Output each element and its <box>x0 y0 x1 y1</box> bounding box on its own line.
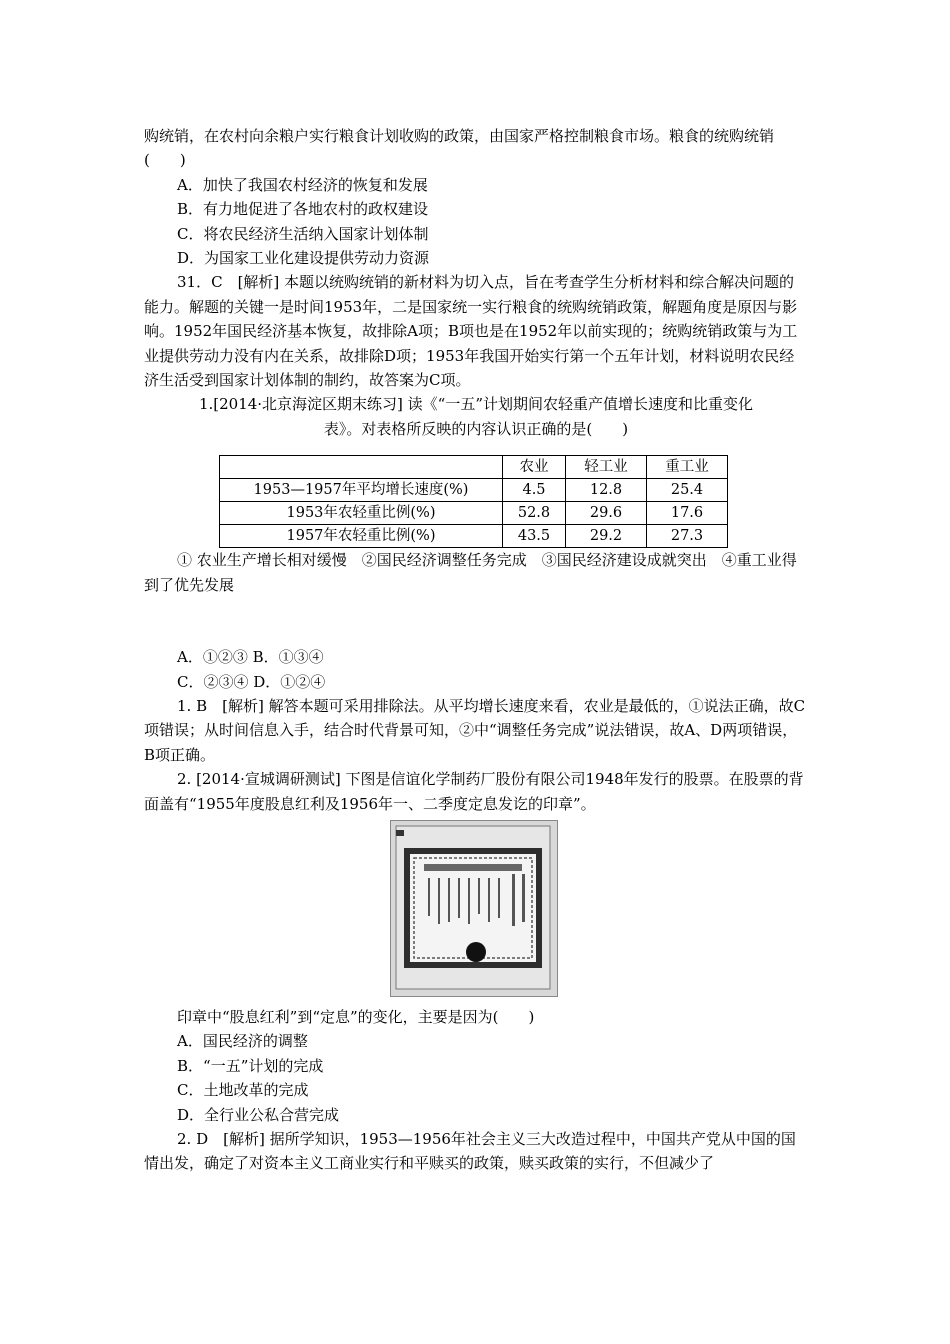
answer-31-explanation: 31．C [解析] 本题以统购统销的新材料为切入点，旨在考查学生分析材料和综合解决问题的能力。解题的关键一是时间1953年，二是国家统一实行粮食的统购统销政策，解题角度是原因与影响。1952年国民经济基本恢复，故排除A项；B项也是在1952年以前实现的；统购统销政策与为工业提供劳动力没有内在关系，故排除D项；1953年我国开始实行第一个五年计划，材料说明农民经济生活受到国家计划体制的制约，故答案为C项。 <box>144 273 798 390</box>
table-header-row <box>220 456 728 479</box>
table-row <box>220 502 728 525</box>
table-cell: 1953年农轻重比例(%) <box>220 502 503 525</box>
table-header-cell: 重工业 <box>647 456 728 479</box>
table-header-cell: 农业 <box>503 456 566 479</box>
question-2-question: 印章中“股息红利”到“定息”的变化，主要是因为( ) <box>177 1007 535 1026</box>
question-2-option-d: D．全行业公私合营完成 <box>177 1105 340 1124</box>
question-30-stem: 购统销，在农村向余粮户实行粮食计划收购的政策，由国家严格控制粮食市场。粮食的统购统销( ) <box>144 127 775 170</box>
table-cell: 17.6 <box>647 502 728 525</box>
stock-certificate-illustration <box>390 820 556 995</box>
stock-certificate-image <box>390 820 556 995</box>
question-2-stem: 2. [2014·宣城调研测试] 下图是信谊化学制药厂股份有限公司1948年发行的股票。在股票的背面盖有“1955年度股息红利及1956年一、二季度定息发讫的印章”。 <box>144 770 804 813</box>
table-cell: 43.5 <box>503 525 566 548</box>
question-2-option-c: C．土地改革的完成 <box>177 1081 309 1100</box>
growth-ratio-table <box>219 455 728 548</box>
question-1-stem-line2: 表》。对表格所反映的内容认识正确的是( ) <box>323 419 629 438</box>
table-cell: 1953—1957年平均增长速度(%) <box>220 479 503 502</box>
question-30-option-a: A．加快了我国农村经济的恢复和发展 <box>177 175 428 194</box>
table-cell: 1957年农轻重比例(%) <box>220 525 503 548</box>
table-cell: 52.8 <box>503 502 566 525</box>
table-header-cell <box>220 456 503 479</box>
table-row <box>220 525 728 548</box>
table-cell: 4.5 <box>503 479 566 502</box>
question-1-options-line1: A．①②③ B．①③④ <box>177 648 324 667</box>
question-2-option-b: B．“一五”计划的完成 <box>177 1056 324 1075</box>
question-30-option-c: C．将农民经济生活纳入国家计划体制 <box>177 224 429 243</box>
question-30-option-b: B．有力地促进了各地农村的政权建设 <box>177 200 429 219</box>
question-1-stem-line1: 1.[2014·北京海淀区期末练习] 读《“一五”计划期间农轻重产值增长速度和比重变化 <box>198 395 754 414</box>
question-1-statements: ① 农业生产增长相对缓慢 ②国民经济调整任务完成 ③国民经济建设成就突出 ④重工业得到了优先发展 <box>144 551 797 594</box>
question-30-option-d: D．为国家工业化建设提供劳动力资源 <box>177 249 430 268</box>
table-cell: 12.8 <box>566 479 647 502</box>
table-row <box>220 479 728 502</box>
document-body <box>144 124 808 1176</box>
table-cell: 29.6 <box>566 502 647 525</box>
answer-2-explanation: 2. D [解析] 据所学知识，1953—1956年社会主义三大改造过程中，中国共产党从中国的国情出发，确定了对资本主义工商业实行和平赎买的政策，赎买政策的实行，不但减少了 <box>144 1129 796 1173</box>
question-1-options-line2: C．②③④ D．①②④ <box>177 672 326 691</box>
question-2-option-a: A．国民经济的调整 <box>177 1032 308 1051</box>
table-cell: 25.4 <box>647 479 728 502</box>
table-header-cell: 轻工业 <box>566 456 647 479</box>
answer-1-explanation: 1. B [解析] 解答本题可采用排除法。从平均增长速度来看，农业是最低的，①说法正确，故C项错误；从时间信息入手，结合时代背景可知，②中“调整任务完成”说法错误，故A、D两项错误，B项正确。 <box>144 696 806 764</box>
table-cell: 27.3 <box>647 525 728 548</box>
table-cell: 29.2 <box>566 525 647 548</box>
